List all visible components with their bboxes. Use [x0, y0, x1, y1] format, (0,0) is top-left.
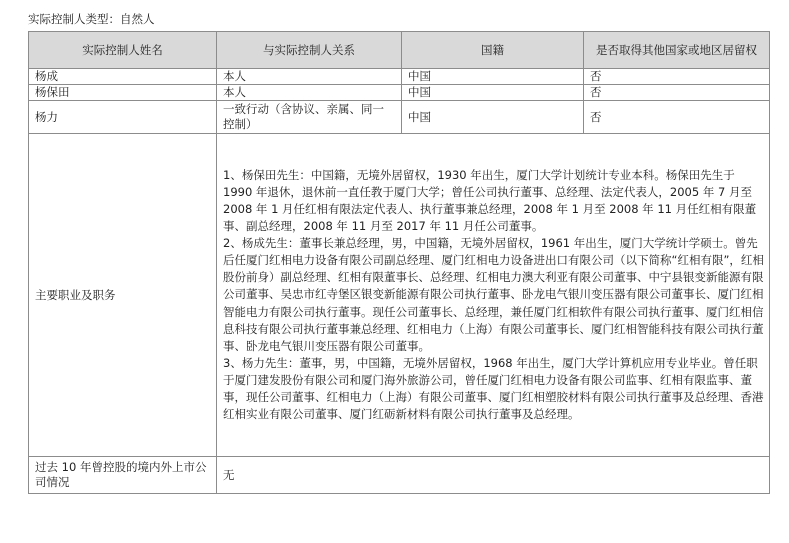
- past-control-value: 无: [217, 457, 770, 494]
- person-relation: 一致行动（含协议、亲属、同一控制）: [217, 101, 402, 134]
- header-relation: 与实际控制人关系: [217, 32, 402, 69]
- person-residency: 否: [584, 85, 770, 101]
- career-label: 主要职业及职务: [29, 134, 217, 457]
- controller-type-heading: 实际控制人类型：自然人: [28, 12, 155, 26]
- table-row: [29, 85, 770, 101]
- person-nationality: 中国: [402, 85, 584, 101]
- person-relation: 本人: [217, 69, 402, 85]
- person-nationality: 中国: [402, 69, 584, 85]
- controller-info-table: [28, 31, 770, 494]
- person-residency: 否: [584, 101, 770, 134]
- table-row: [29, 69, 770, 85]
- person-relation: 本人: [217, 85, 402, 101]
- header-residency: 是否取得其他国家或地区居留权: [584, 32, 770, 69]
- career-paragraph-yang-li: 3、杨力先生：董事，男，中国籍，无境外居留权，1968 年出生，厦门大学计算机应用专业毕业。曾任职于厦门建发股份有限公司和厦门海外旅游公司，曾任厦门红相电力设备有限公司监事、红相有限监事、董事，现任公司董事、红相电力（上海）有限公司董事、厦门红相塑胶材料有限公司执行董事及总经理、香港红相实业有限公司董事、厦门红砺新材料有限公司执行董事及总经理。: [223, 355, 764, 422]
- person-nationality: 中国: [402, 101, 584, 134]
- career-details: [217, 134, 770, 457]
- person-name: 杨成: [29, 69, 217, 85]
- header-name: 实际控制人姓名: [29, 32, 217, 69]
- past-control-label: 过去 10 年曾控股的境内外上市公司情况: [29, 457, 217, 494]
- career-paragraph-yang-baotian: 1、杨保田先生：中国籍，无境外居留权，1930 年出生，厦门大学计划统计专业本科。杨保田先生于 1990 年退休，退休前一直任教于厦门大学；曾任公司执行董事、总经理、法定代表人，2005 年 7 月至 2008 年 1 月任红相有限法定代表人、执行董事兼总经理，2008 年 1 月至 2008 年 11 月任红相有限董事、副总经理，2008 年 11 月至 2017 年 11 月任公司董事。: [223, 167, 757, 234]
- table-row: [29, 101, 770, 134]
- person-name: 杨保田: [29, 85, 217, 101]
- header-nationality: 国籍: [402, 32, 584, 69]
- person-name: 杨力: [29, 101, 217, 134]
- past-control-row: [29, 457, 770, 494]
- career-paragraph-yang-cheng: 2、杨成先生：董事长兼总经理，男，中国籍，无境外居留权，1961 年出生，厦门大学统计学硕士。曾先后任厦门红相电力设备有限公司副总经理、厦门红相电力设备进出口有限公司（以下简称“红相有限”，红相股份前身）副总经理、红相有限董事长、总经理、红相电力澳大利亚有限公司董事、中宁县银变新能源有限公司董事、吴忠市红寺堡区银变新能源有限公司执行董事、卧龙电气银川变压器有限公司董事长、厦门红相智能电力有限公司执行董事。现任公司董事长、总经理，兼任厦门红相软件有限公司执行董事、厦门红相信息科技有限公司执行董事兼总经理、红相电力（上海）有限公司董事长、厦门红相智能科技有限公司执行董事、卧龙电气银川变压器有限公司董事。: [223, 236, 764, 353]
- career-row: [29, 134, 770, 457]
- header-row: [29, 32, 770, 69]
- person-residency: 否: [584, 69, 770, 85]
